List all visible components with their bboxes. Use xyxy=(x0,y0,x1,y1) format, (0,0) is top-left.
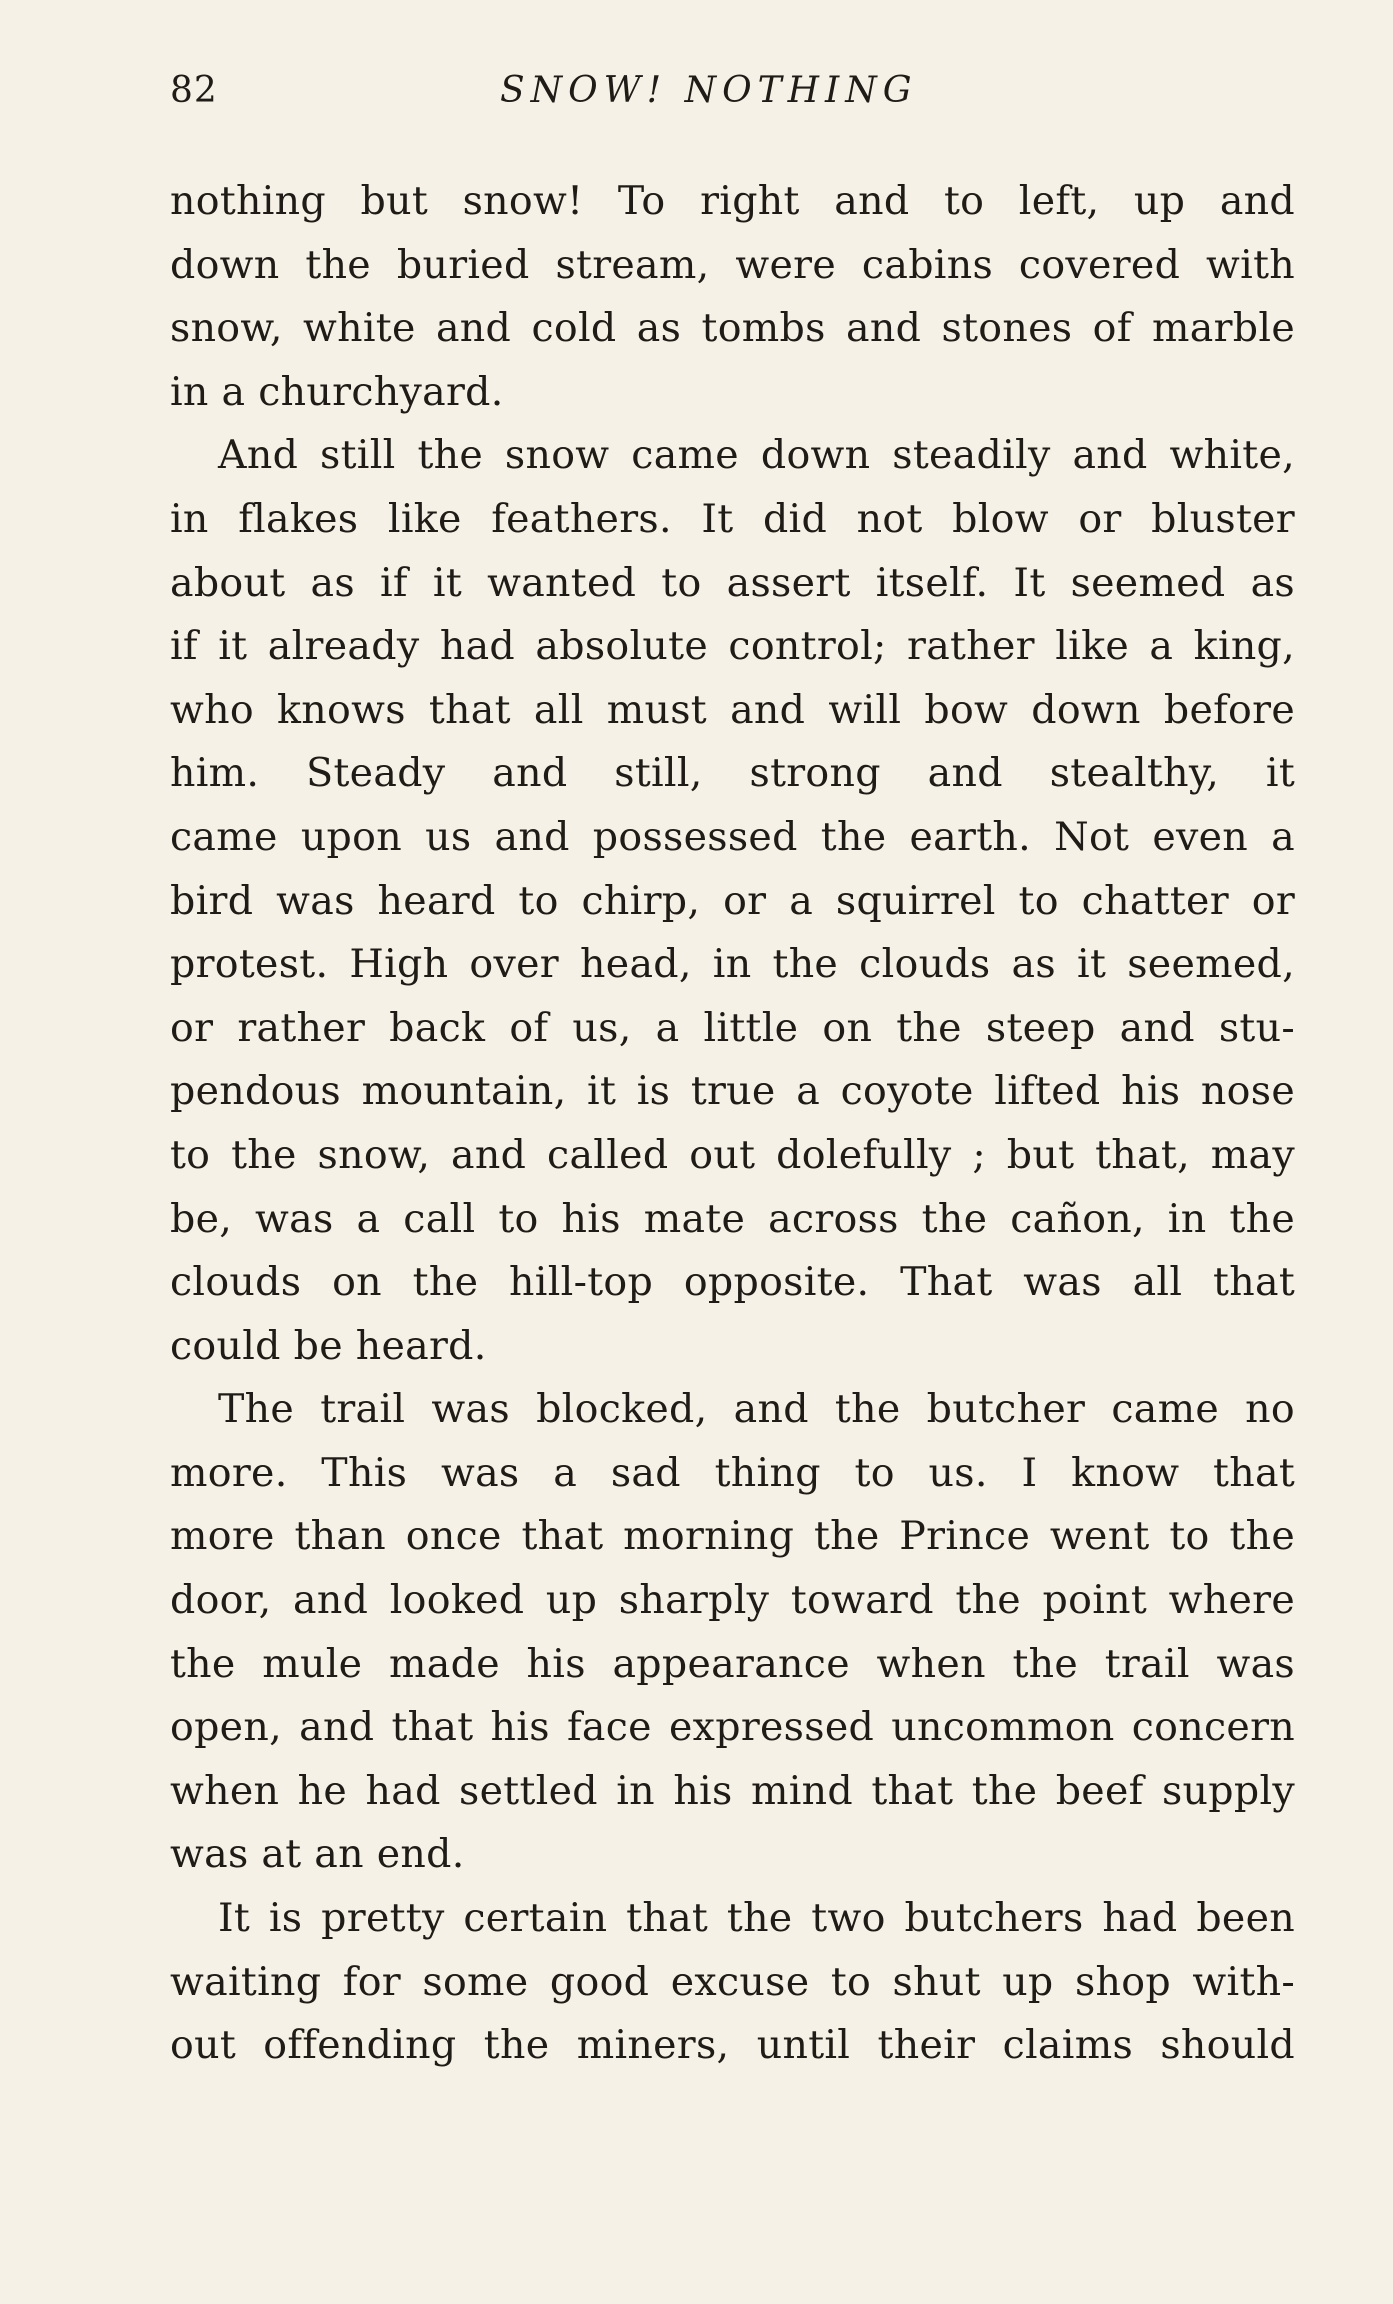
text-line: protest. High over head, in the clouds as it seemed, xyxy=(170,941,1295,988)
text-line: And still the snow came down steadily and white, xyxy=(218,432,1295,479)
text-line: clouds on the hill-top opposite. That was all that xyxy=(170,1259,1295,1306)
text-line: came upon us and possessed the earth. Not even a xyxy=(170,813,1295,860)
text-line: in flakes like feathers. It did not blow or bluster xyxy=(170,495,1295,542)
text-line: about as if it wanted to assert itself. It seemed as xyxy=(170,559,1295,606)
text-line: him. Steady and still, strong and stealthy, it xyxy=(170,750,1295,797)
running-head xyxy=(170,70,1295,130)
text-line: or rather back of us, a little on the steep and stu- xyxy=(170,1004,1295,1051)
text-line: waiting for some good excuse to shut up shop with- xyxy=(170,1958,1295,2005)
text-line: pendous mountain, it is true a coyote lifted his nose xyxy=(170,1068,1295,1115)
body-text xyxy=(170,170,1295,2078)
text-line: in a churchyard. xyxy=(170,368,504,415)
text-line: more than once that morning the Prince went to the xyxy=(170,1513,1295,1560)
text-line: nothing but snow! To right and to left, up and xyxy=(170,178,1295,224)
running-title: SNOW! NOTHING xyxy=(500,70,918,111)
text-line: was at an end. xyxy=(170,1831,465,1878)
page-number: 82 xyxy=(170,70,218,111)
text-line: snow, white and cold as tombs and stones of marble xyxy=(170,305,1295,352)
text-line: open, and that his face expressed uncommon concern xyxy=(170,1704,1295,1751)
text-line: out offending the miners, until their claims should xyxy=(170,2022,1295,2069)
text-line: It is pretty certain that the two butchers had been xyxy=(218,1895,1295,1942)
text-line: if it already had absolute control; rather like a king, xyxy=(170,623,1295,670)
text-line: the mule made his appearance when the trail was xyxy=(170,1640,1295,1687)
text-line: door, and looked up sharply toward the point where xyxy=(170,1577,1295,1624)
text-line: could be heard. xyxy=(170,1322,487,1369)
text-line: be, was a call to his mate across the cañon, in the xyxy=(170,1195,1295,1242)
text-line: more. This was a sad thing to us. I know that xyxy=(170,1449,1295,1496)
text-line: bird was heard to chirp, or a squirrel to chatter or xyxy=(170,877,1295,924)
text-line: who knows that all must and will bow down before xyxy=(170,686,1295,733)
text-line: The trail was blocked, and the butcher came no xyxy=(218,1386,1295,1433)
book-page xyxy=(170,70,1295,2250)
text-line: to the snow, and called out dolefully ; but that, may xyxy=(170,1131,1295,1178)
text-line: when he had settled in his mind that the beef supply xyxy=(170,1767,1295,1814)
text-line: down the buried stream, were cabins covered with xyxy=(170,241,1295,288)
